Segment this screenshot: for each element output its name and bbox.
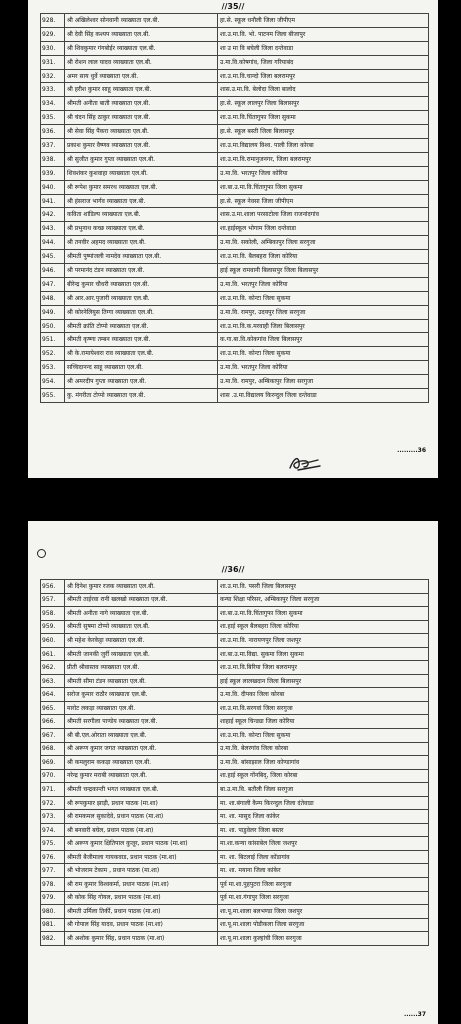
serial-number-cell: 941. — [41, 194, 65, 208]
school-posting-cell: शास.उ.मा.शाला परसाटोला जिला राजनांदगांव — [218, 208, 429, 222]
serial-number-cell: 944. — [41, 236, 65, 250]
name-designation-cell: श्रीमती अनीता बाती व्याख्याता एल.बी. — [65, 97, 218, 111]
table-row — [41, 194, 429, 208]
name-designation-cell: श्रीमती ताईरवा रानी खलखो व्याख्याता एल.बी. — [65, 593, 218, 607]
transfer-list-table — [40, 13, 429, 403]
school-posting-cell: उ.मा.वि.कोषगांव, जिला गरियाबंद — [218, 55, 429, 69]
serial-number-cell: 978. — [41, 878, 65, 892]
name-designation-cell: मारोट लकड़ा व्याख्याता एल.बी. — [65, 701, 218, 715]
table-row — [41, 905, 429, 919]
name-designation-cell: प्रीती श्रीवास्तव व्याख्याता एल.बी. — [65, 661, 218, 675]
serial-number-cell: 966. — [41, 715, 65, 729]
school-posting-cell: शा.उ.मा.वि. नारायणपुर जिला जशपुर — [218, 634, 429, 648]
table-row — [41, 125, 429, 139]
name-designation-cell: श्री सेवा सिंह पैंकरा व्याख्याता एल.बी. — [65, 125, 218, 139]
school-posting-cell: शा.उ.मा.वि. बैलबहरा जिला कोरिया — [218, 250, 429, 264]
name-designation-cell: श्रीमती बैजीमाला गायकवाड, प्रधान पाठक (मा.शा) — [65, 850, 218, 864]
name-designation-cell: श्री गोपाल सिंह यादव, प्रधान पाठक (मा.शा) — [65, 918, 218, 932]
school-posting-cell: पूर्व मा.शा.पुहपुटरा जिला सरगुजा — [218, 878, 429, 892]
serial-number-cell: 951. — [41, 333, 65, 347]
signature-mark — [284, 452, 324, 474]
continued-page-marker: ......37 — [403, 1011, 426, 1018]
school-posting-cell: शा उ मा वि बचेली जिला दन्तेवाडा — [218, 41, 429, 55]
name-designation-cell: श्री रामकमल सुकादेवे, प्रधान पाठक (मा.शा) — [65, 810, 218, 824]
school-posting-cell: शा.उ.मा.वि.चिंतागुफा जिला सुकमा — [218, 111, 429, 125]
name-designation-cell: श्री बनवारी बघेल, प्रधान पाठक (मा.शा) — [65, 823, 218, 837]
table-row — [41, 139, 429, 153]
school-posting-cell: उ.मा.वि. रामपुर, अम्बिकापुर जिला सरगुजा — [218, 375, 429, 389]
name-designation-cell: श्रीमती सुषमा टोप्पो व्याख्याता एल.बी. — [65, 620, 218, 634]
table-row — [41, 769, 429, 783]
table-row — [41, 837, 429, 851]
school-posting-cell: शा.उ.मा.वि.सरगवां जिला सरगुजा — [218, 701, 429, 715]
school-posting-cell: शाहाई स्कूल चिन्ड्या जिला कोरिया — [218, 715, 429, 729]
serial-number-cell: 945. — [41, 250, 65, 264]
table-row — [41, 756, 429, 770]
school-posting-cell: शा.उ.मा.वि.क.मरवाही जिला बिलासपुर — [218, 319, 429, 333]
school-posting-cell: शा.उ.मा.वि.चान्दो जिला बलरामपुर — [218, 69, 429, 83]
serial-number-cell: 959. — [41, 620, 65, 634]
serial-number-cell: 948. — [41, 291, 65, 305]
page-number: //35// — [221, 2, 245, 11]
document-page-36 — [28, 521, 438, 1024]
table-row — [41, 208, 429, 222]
table-row — [41, 69, 429, 83]
table-row — [41, 83, 429, 97]
serial-number-cell: 930. — [41, 41, 65, 55]
school-posting-cell: शा.उ.मा.वि.बिरिया जिला बलरामपुर — [218, 661, 429, 675]
name-designation-cell: श्रीमती अनीता नागे व्याख्याता एल.बी. — [65, 607, 218, 621]
school-posting-cell: हा.से. स्कूल धनौली जिला जीपीएम — [218, 14, 429, 28]
serial-number-cell: 963. — [41, 674, 65, 688]
serial-number-cell: 982. — [41, 932, 65, 946]
table-row — [41, 319, 429, 333]
serial-number-cell: 970. — [41, 769, 65, 783]
name-designation-cell: श्रीमती जानकी जुर्री व्याख्याता एल.बी. — [65, 647, 218, 661]
serial-number-cell: 975. — [41, 837, 65, 851]
name-designation-cell: नरेन्द्र कुमार मराबी व्याख्याता एल.बी. — [65, 769, 218, 783]
table-row — [41, 250, 429, 264]
table-row — [41, 236, 429, 250]
name-designation-cell: श्री दिनेश कुमार रजक व्याख्याता एल.बी. — [65, 580, 218, 594]
school-posting-cell: उ.मा.वि. बांसाझाल जिला कोण्डागांव — [218, 756, 429, 770]
serial-number-cell: 928. — [41, 14, 65, 28]
name-designation-cell: श्रीमती सरगीला पाण्डेय व्याख्याता एल.बी. — [65, 715, 218, 729]
table-row — [41, 810, 429, 824]
serial-number-cell: 929. — [41, 27, 65, 41]
school-posting-cell: कन्या शिक्षा परिसर, अम्बिकापुर जिला सरगुजा — [218, 593, 429, 607]
school-posting-cell: शा.उ.मा.वि. कोन्टा जिला सुकमा — [218, 729, 429, 743]
table-row — [41, 97, 429, 111]
school-posting-cell: शा.उ.मा.वि. कोन्टा जिला सुकमा — [218, 291, 429, 305]
serial-number-cell: 935. — [41, 111, 65, 125]
school-posting-cell: शा.पू.मा.शाला कुल्हांची जिला सरगुजा — [218, 932, 429, 946]
table-row — [41, 620, 429, 634]
serial-number-cell: 972. — [41, 796, 65, 810]
serial-number-cell: 971. — [41, 783, 65, 797]
serial-number-cell: 936. — [41, 125, 65, 139]
serial-number-cell: 952. — [41, 347, 65, 361]
name-designation-cell: श्री अमरदीप गुप्ता व्याख्याता एल.बी. — [65, 375, 218, 389]
name-designation-cell: श्री रूपकुमार झाड़ी, प्रधान पाठक (मा.शा) — [65, 796, 218, 810]
table-row — [41, 634, 429, 648]
serial-number-cell: 953. — [41, 361, 65, 375]
school-posting-cell: शा.पू.मा.शाला बलभण्डा जिला जशपुर — [218, 905, 429, 919]
name-designation-cell: श्री बी.एल.ओराता व्याख्याता एल.बी. — [65, 729, 218, 743]
school-posting-cell: शा.उ.मा.वि. भो. पाटनम जिला बीजापुर — [218, 27, 429, 41]
name-designation-cell: श्री प्रभुनाथ कच्छ व्याख्याता एल.बी. — [65, 222, 218, 236]
name-designation-cell: श्री हरीश कुमार साहू व्याख्याता एल.बी. — [65, 83, 218, 97]
name-designation-cell: अमर साय धुर्वे व्याख्याता एल.बी. — [65, 69, 218, 83]
name-designation-cell: श्री अरूण कुमार जगत व्याख्याता एल.बी. — [65, 742, 218, 756]
school-posting-cell: उ.मा.वि. दीपका जिला कोरबा — [218, 688, 429, 702]
name-designation-cell: श्री महेश केरकेट्टा व्याख्याता एल.बी. — [65, 634, 218, 648]
table-row — [41, 688, 429, 702]
name-designation-cell: श्री चंदन सिंह ठाकुर व्याख्याता एल.बी. — [65, 111, 218, 125]
serial-number-cell: 965. — [41, 701, 65, 715]
table-row — [41, 701, 429, 715]
name-designation-cell: श्री रोशन लाल यादव व्याख्याता एल.बी. — [65, 55, 218, 69]
school-posting-cell: शा.बा.उ.मा.वि.चिंतागुफा जिला सुकमा — [218, 180, 429, 194]
serial-number-cell: 960. — [41, 634, 65, 648]
table-row — [41, 14, 429, 28]
table-row — [41, 742, 429, 756]
serial-number-cell: 957. — [41, 593, 65, 607]
table-row — [41, 166, 429, 180]
name-designation-cell: श्री तनवीर अहमद व्याख्याता एल.बी. — [65, 236, 218, 250]
name-designation-cell: श्रीमती उर्मिला तिर्की, प्रधान पाठक (मा.शा) — [65, 905, 218, 919]
serial-number-cell: 939. — [41, 166, 65, 180]
name-designation-cell: श्री आर.आर.पुजारी व्याख्याता एल.बी. — [65, 291, 218, 305]
name-designation-cell: श्री के.रामायेश्वरा राव व्याख्याता एल.बी. — [65, 347, 218, 361]
table-row — [41, 823, 429, 837]
serial-number-cell: 946. — [41, 264, 65, 278]
serial-number-cell: 934. — [41, 97, 65, 111]
school-posting-cell: हाई स्कूल लालखदान जिला बिलासपुर — [218, 674, 429, 688]
school-posting-cell: मा. शा. बिटलाई जिला कोंडागांव — [218, 850, 429, 864]
serial-number-cell: 942. — [41, 208, 65, 222]
school-posting-cell: मा.शा.कन्या कांसाबेल जिला जशपुर — [218, 837, 429, 851]
name-designation-cell: श्री कमलुराम ककड़ा व्याख्याता एल.बी. — [65, 756, 218, 770]
name-designation-cell: श्रीमती कृष्णा तम्बन व्याख्याता एल.बी. — [65, 333, 218, 347]
serial-number-cell: 937. — [41, 139, 65, 153]
name-designation-cell: श्री कोक सिंह गोयल, प्रधान पाठक (मा.शा) — [65, 891, 218, 905]
table-row — [41, 111, 429, 125]
school-posting-cell: शास .उ.मा.विद्यालय किरन्दुल जिला दन्तेवाडा — [218, 389, 429, 403]
serial-number-cell: 981. — [41, 918, 65, 932]
table-row — [41, 264, 429, 278]
school-posting-cell: शास.उ.मा.वि. बेलोदा जिला बालोद — [218, 83, 429, 97]
table-row — [41, 647, 429, 661]
table-row — [41, 729, 429, 743]
name-designation-cell: श्री राम कुमार विश्वकर्मा, प्रधान पाठक (मा.शा) — [65, 878, 218, 892]
table-row — [41, 580, 429, 594]
table-row — [41, 593, 429, 607]
school-posting-cell: उ.मा.वि. सकोली, अम्बिकापुर जिला सरगुजा — [218, 236, 429, 250]
table-row — [41, 55, 429, 69]
school-posting-cell: शा.बा.उ.मा.विद्या. सुकमा जिला सुकमा — [218, 647, 429, 661]
table-row — [41, 864, 429, 878]
serial-number-cell: 950. — [41, 319, 65, 333]
name-designation-cell: श्री अरूण कुमार क्षितिपाल कुजूर, प्रधान पाठक (मा.शा) — [65, 837, 218, 851]
table-row — [41, 222, 429, 236]
table-row — [41, 375, 429, 389]
serial-number-cell: 932. — [41, 69, 65, 83]
school-posting-cell: उ.मा.वि. भरतपुर जिला कोरिया — [218, 361, 429, 375]
school-posting-cell: शा.हाई स्कूल गोंनबिद्, जिला कोरबा — [218, 769, 429, 783]
serial-number-cell: 954. — [41, 375, 65, 389]
name-designation-cell: श्री अशोक कुमार सिंह, प्रधान पाठक (मा.शा) — [65, 932, 218, 946]
name-designation-cell: श्रीमती क्रांति टोप्पो व्याख्याता एल.बी. — [65, 319, 218, 333]
table-row — [41, 277, 429, 291]
name-designation-cell: श्रीमती पुष्पांजली नामदेव व्याख्याता एल.बी. — [65, 250, 218, 264]
name-designation-cell: प्रकाश कुमार वैष्णव व्याख्याता एल.बी. — [65, 139, 218, 153]
name-designation-cell: श्री रूपेश कुमार समरथ व्याख्याता एल.बी. — [65, 180, 218, 194]
serial-number-cell: 931. — [41, 55, 65, 69]
school-posting-cell: मा. शा. मयाना जिला कांकेर — [218, 864, 429, 878]
name-designation-cell: श्रीमती चन्द्रकान्ती भगत व्याख्याता एल.बी. — [65, 783, 218, 797]
punch-hole-mark — [37, 549, 46, 558]
school-posting-cell: शा.बा.उ.मा.वि.चिंतागुफा जिला सुकमा — [218, 607, 429, 621]
school-posting-cell: हाई स्कूल रामवानी बिलासपुर जिला बिलासपुर — [218, 264, 429, 278]
serial-number-cell: 968. — [41, 742, 65, 756]
school-posting-cell: मा. शा.बंगाली कैम्प किरन्दुल जिला दंतेवाडा — [218, 796, 429, 810]
serial-number-cell: 973. — [41, 810, 65, 824]
serial-number-cell: 979. — [41, 891, 65, 905]
name-designation-cell: सच्चिदानन्द साहू व्याख्याता एल.बी. — [65, 361, 218, 375]
table-row — [41, 41, 429, 55]
name-designation-cell: कु. मंगरीता टोप्पो व्याख्याता एल.बी. — [65, 389, 218, 403]
school-posting-cell: उ.मा.वि. भरतपुर जिला कोरिया — [218, 277, 429, 291]
school-posting-cell: क.गा.बा.वि.कोकगांव जिला बिलासपुर — [218, 333, 429, 347]
table-row — [41, 389, 429, 403]
school-posting-cell: शा.हाई स्कूल बैलबहरा जिला कोरिया — [218, 620, 429, 634]
serial-number-cell: 958. — [41, 607, 65, 621]
table-row — [41, 152, 429, 166]
name-designation-cell: श्रीमती सीमा टंडन व्याख्याता एल.बी. — [65, 674, 218, 688]
table-row — [41, 361, 429, 375]
school-posting-cell: उ.मा.वि. बेलरगांव जिला कोरबा — [218, 742, 429, 756]
serial-number-cell: 938. — [41, 152, 65, 166]
name-designation-cell: कविता शांडिल्य व्याख्याता एल.बी. — [65, 208, 218, 222]
name-designation-cell: शिवशंकर कुशवाहा व्याख्याता एल.बी. — [65, 166, 218, 180]
name-designation-cell: श्री कोरनेलियुस तिग्गा व्याख्याता एल.बी. — [65, 305, 218, 319]
serial-number-cell: 933. — [41, 83, 65, 97]
table-row — [41, 674, 429, 688]
continued-page-marker: .........36 — [397, 447, 426, 454]
name-designation-cell: श्री भोजराम टेकाम , प्रधान पाठक (मा.शा) — [65, 864, 218, 878]
school-posting-cell: शा.उ.मा.वि.रामानुजनगर, जिला बलरामपुर — [218, 152, 429, 166]
school-posting-cell: बा.उ.मा.वि. बतौली जिला सरगुजा — [218, 783, 429, 797]
table-row — [41, 180, 429, 194]
name-designation-cell: श्री परमानंद टंडन व्याख्याता एल.बी. — [65, 264, 218, 278]
name-designation-cell: श्री सुजीत कुमार गुप्ता व्याख्याता एल.बी. — [65, 152, 218, 166]
table-row — [41, 783, 429, 797]
name-designation-cell: श्री शिवकुमार गंगबोईर व्याख्याता एल.बी. — [65, 41, 218, 55]
serial-number-cell: 962. — [41, 661, 65, 675]
table-row — [41, 918, 429, 932]
school-posting-cell: हा.से. स्कूल लालपुर जिला बिलासपुर — [218, 97, 429, 111]
school-posting-cell: हा.से. स्कूल बस्ती जिला बिलासपुर — [218, 125, 429, 139]
table-row — [41, 715, 429, 729]
document-page-35 — [28, 0, 438, 478]
table-row — [41, 891, 429, 905]
table-row — [41, 661, 429, 675]
table-row — [41, 291, 429, 305]
school-posting-cell: मा. शा. मासुद जिला कांकेर — [218, 810, 429, 824]
school-posting-cell: शा.उ.मा.वि. कोन्टा जिला सुकमा — [218, 347, 429, 361]
name-designation-cell: श्री अखिलेश्वर सोनवानी व्याख्याता एल.बी. — [65, 14, 218, 28]
serial-number-cell: 955. — [41, 389, 65, 403]
serial-number-cell: 943. — [41, 222, 65, 236]
serial-number-cell: 964. — [41, 688, 65, 702]
page-number: //36// — [221, 565, 245, 574]
school-posting-cell: शा.हाईस्कूल भोगाम जिला दन्तेवाडा — [218, 222, 429, 236]
serial-number-cell: 961. — [41, 647, 65, 661]
school-posting-cell: शा.उ.मा.विद्यालय विश्व. पाली जिला कोरबा — [218, 139, 429, 153]
table-row — [41, 607, 429, 621]
school-posting-cell: पूर्व मा.शा.गंगापुर जिला सरगुजा — [218, 891, 429, 905]
serial-number-cell: 947. — [41, 277, 65, 291]
serial-number-cell: 969. — [41, 756, 65, 770]
serial-number-cell: 949. — [41, 305, 65, 319]
school-posting-cell: शा.पू.मा.शाला पोडीकला जिला सरगुजा — [218, 918, 429, 932]
serial-number-cell: 956. — [41, 580, 65, 594]
table-row — [41, 878, 429, 892]
transfer-list-table — [40, 579, 429, 946]
school-posting-cell: उ.मा.वि. रामपुर, उदयपुर जिला सरगुजा — [218, 305, 429, 319]
school-posting-cell: मा. शा. पाडुवेलर जिला बस्तर — [218, 823, 429, 837]
table-row — [41, 932, 429, 946]
table-row — [41, 27, 429, 41]
school-posting-cell: उ.मा.वि. भरतपुर जिला कोरिया — [218, 166, 429, 180]
school-posting-cell: हा.से. स्कूल नेवसा जिला जीपीएम — [218, 194, 429, 208]
name-designation-cell: सरोज कुमार राठौर व्याख्याता एल.बी. — [65, 688, 218, 702]
name-designation-cell: बीरेन्द्र कुमार चौधरी व्याख्याता एल.बी. — [65, 277, 218, 291]
table-row — [41, 850, 429, 864]
table-row — [41, 796, 429, 810]
table-row — [41, 305, 429, 319]
serial-number-cell: 976. — [41, 850, 65, 864]
name-designation-cell: श्री हंसराज भार्गव व्याख्याता एल.बी. — [65, 194, 218, 208]
serial-number-cell: 940. — [41, 180, 65, 194]
serial-number-cell: 974. — [41, 823, 65, 837]
table-row — [41, 333, 429, 347]
serial-number-cell: 967. — [41, 729, 65, 743]
serial-number-cell: 977. — [41, 864, 65, 878]
name-designation-cell: श्री देवी सिंह कश्यप व्याख्याता एल.बी. — [65, 27, 218, 41]
serial-number-cell: 980. — [41, 905, 65, 919]
school-posting-cell: शा.उ.मा.वि. पसरी जिला बिलासपुर — [218, 580, 429, 594]
table-row — [41, 347, 429, 361]
